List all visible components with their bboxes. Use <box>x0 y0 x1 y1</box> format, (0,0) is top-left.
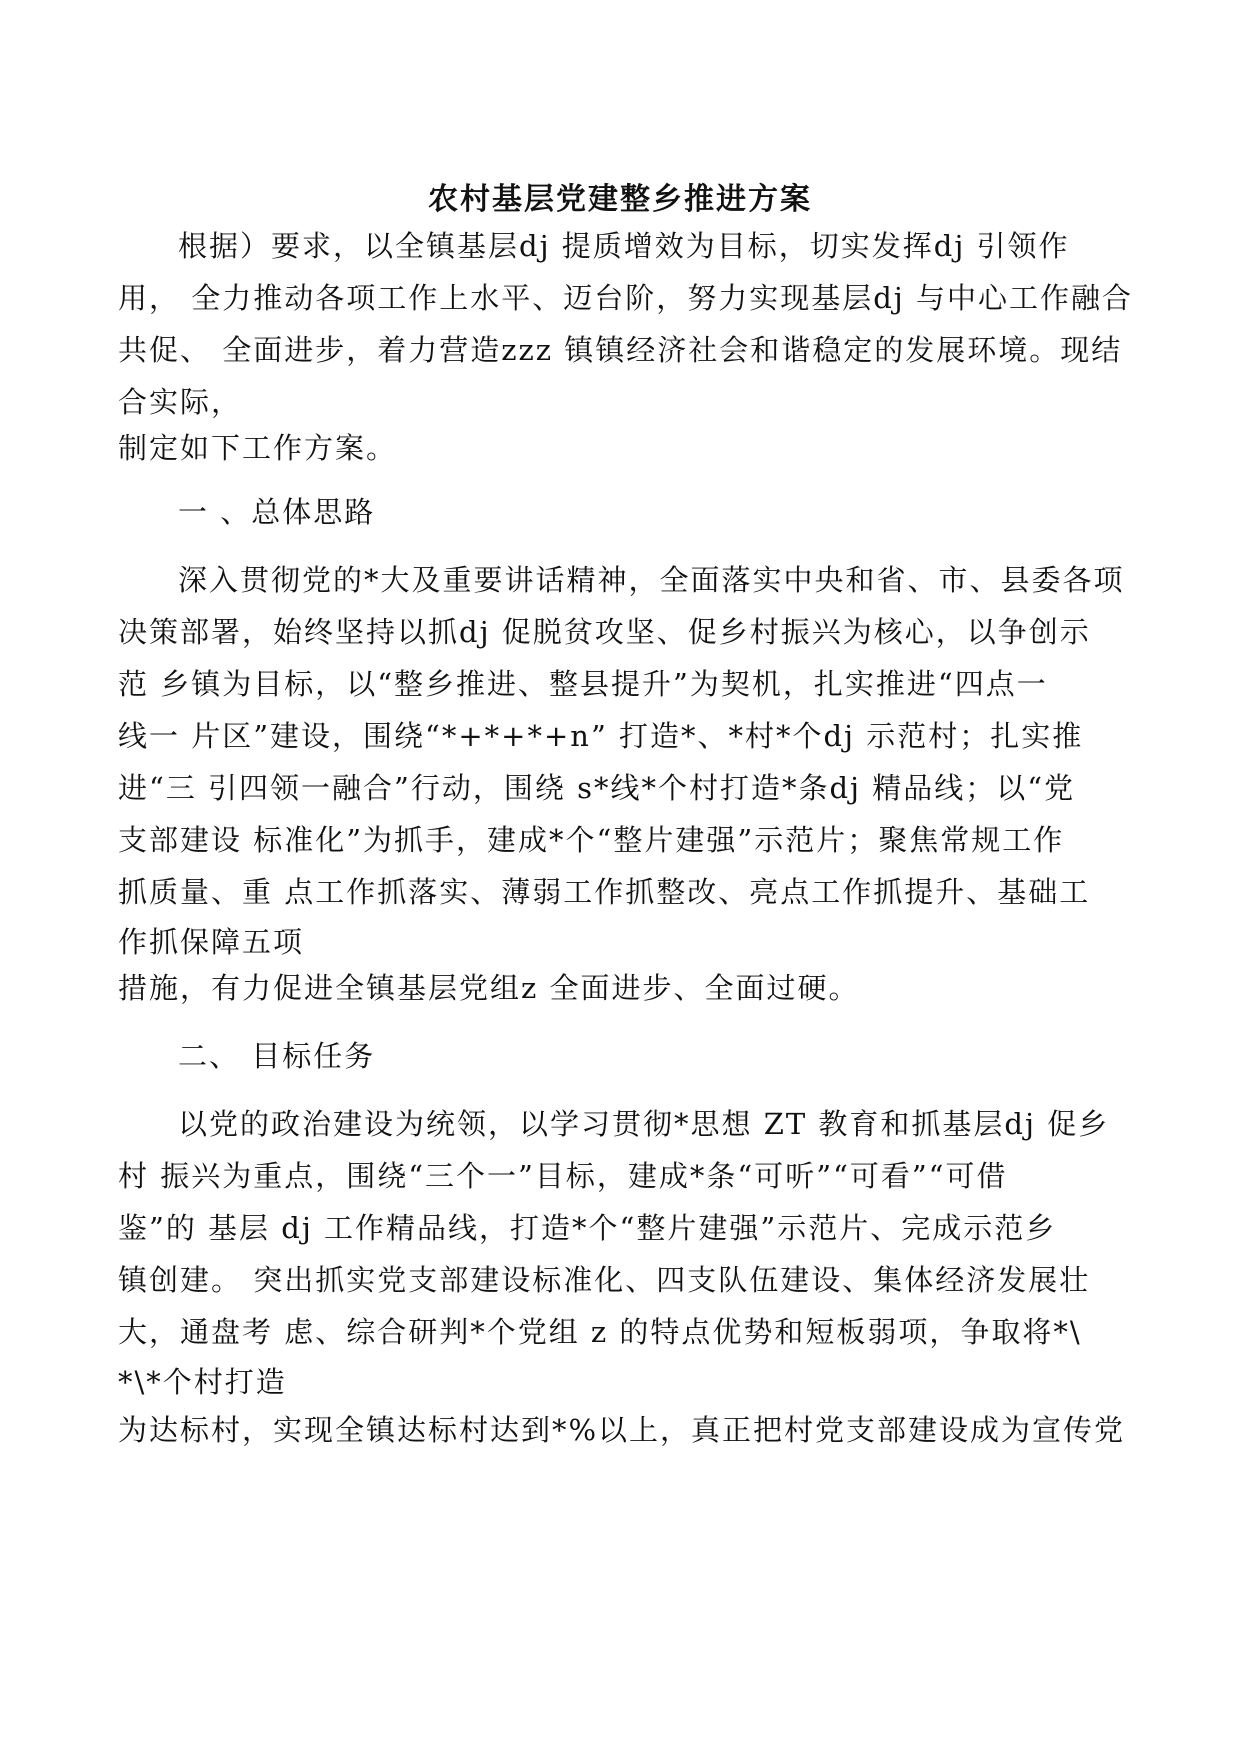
section1-line-1: 深入贯彻党的*大及重要讲话精神，全面落实中央和省、市、县委各项 <box>178 563 1125 597</box>
section2-line-2: 村 振兴为重点，围绕“三个一”目标，建成*条“可听”“可看”“可借 <box>118 1159 1008 1193</box>
section1-line-8: 作抓保障五项 <box>118 925 305 959</box>
section2-line-6: *\*个村打造 <box>118 1365 287 1399</box>
section1-line-4: 线一 片区”建设，围绕“*+*+*+n” 打造*、*村*个dj 示范村；扎实推 <box>118 719 1084 753</box>
section2-line-5: 大，通盘考 虑、综合研判*个党组 z 的特点优势和短板弱项，争取将*\ <box>118 1315 1082 1349</box>
intro-line-1: 根据）要求，以全镇基层dj 提质增效为目标，切实发挥dj 引领作 <box>178 229 1070 263</box>
section1-line-9: 措施，有力促进全镇基层党组z 全面进步、全面过硬。 <box>118 971 860 1005</box>
section1-line-5: 进“三 引四领一融合”行动，围绕 s*线*个村打造*条dj 精品线；以“党 <box>118 771 1076 805</box>
section2-line-1: 以党的政治建设为统领，以学习贯彻*思想 ZT 教育和抓基层dj 促乡 <box>178 1107 1110 1141</box>
section2-line-4: 镇创建。 突出抓实党支部建设标准化、四支队伍建设、集体经济发展壮 <box>118 1263 1091 1297</box>
section2-heading: 二、 目标任务 <box>178 1039 376 1073</box>
section1-heading: 一 、总体思路 <box>178 495 376 529</box>
section1-line-3: 范 乡镇为目标，以“整乡推进、整县提升”为契机，扎实推进“四点一 <box>118 667 1048 701</box>
section1-line-6: 支部建设 标准化”为抓手，建成*个“整片建强”示范片；聚焦常规工作 <box>118 823 1065 857</box>
section2-line-3: 鉴”的 基层 dj 工作精品线，打造*个“整片建强”示范片、完成示范乡 <box>118 1211 1057 1245</box>
document-title: 农村基层党建整乡推进方案 <box>428 182 812 217</box>
section1-line-7: 抓质量、重 点工作抓落实、薄弱工作抓整改、亮点工作抓提升、基础工 <box>118 875 1091 909</box>
intro-line-2: 用， 全力推动各项工作上水平、迈台阶，努力实现基层dj 与中心工作融合 <box>118 281 1133 315</box>
intro-line-4: 合实际， <box>118 385 243 419</box>
intro-line-3: 共促、 全面进步，着力营造zzz 镇镇经济社会和谐稳定的发展环境。现结 <box>118 333 1123 367</box>
intro-line-5: 制定如下工作方案。 <box>118 431 398 465</box>
section2-line-7: 为达标村，实现全镇达标村达到*%以上，真正把村党支部建设成为宣传党 <box>118 1413 1126 1447</box>
section1-line-2: 决策部署，始终坚持以抓dj 促脱贫攻坚、促乡村振兴为核心，以争创示 <box>118 615 1091 649</box>
